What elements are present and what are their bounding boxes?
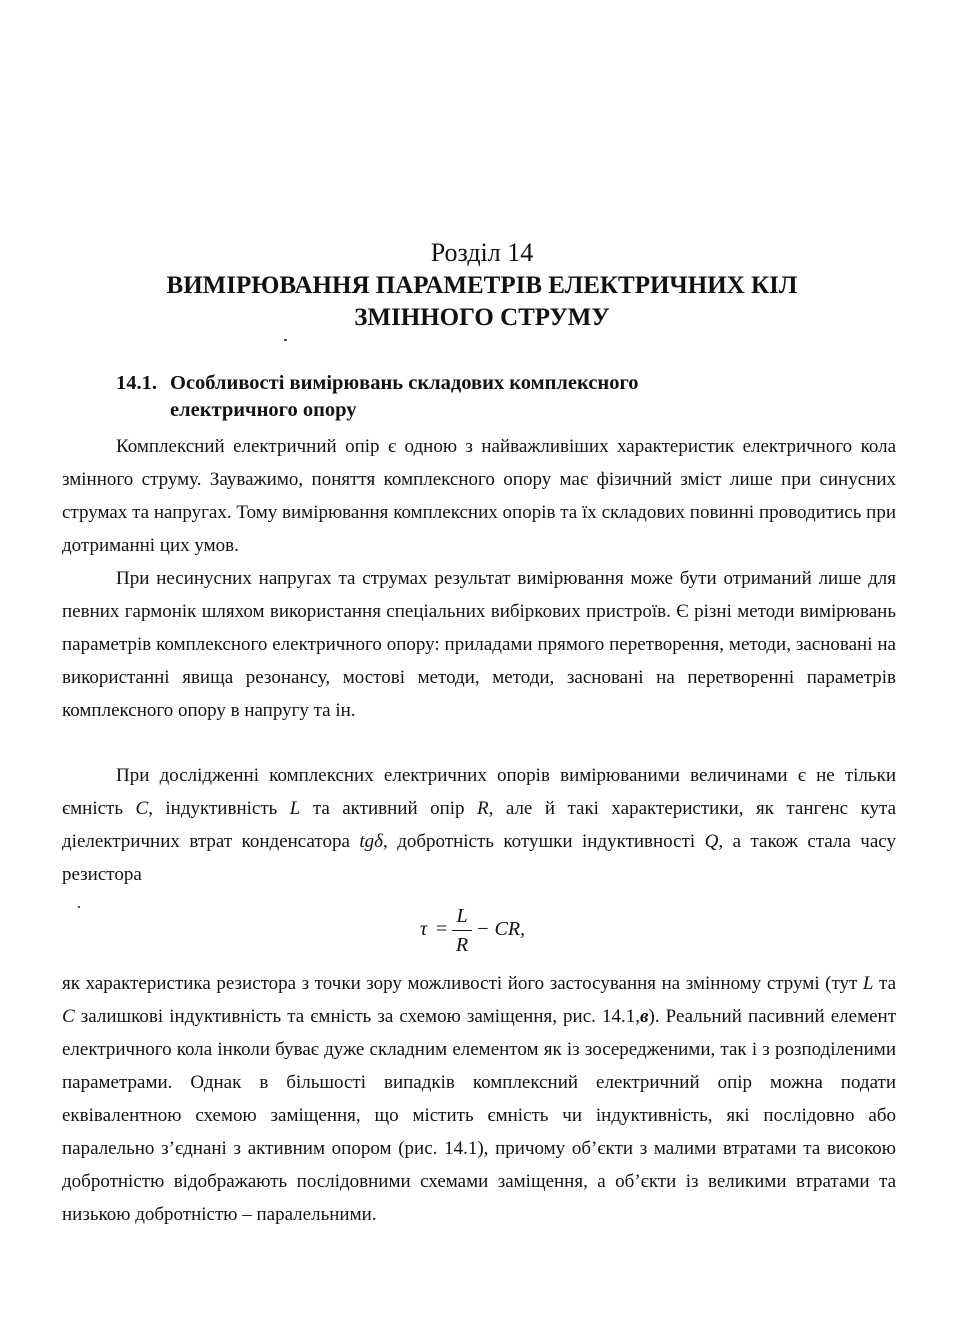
section-title-line2: електричного опору [170, 399, 357, 421]
text-run: залишкові індуктивність та ємність за схемою заміщення, рис. 14.1, [74, 1006, 640, 1027]
symbol-inductance: L [289, 798, 301, 819]
symbol-capacitance: C [135, 798, 149, 819]
formula-rest: − CR, [476, 918, 526, 940]
chapter-label: Розділ 14 [430, 238, 534, 267]
paragraph-1: Комплексний електричний опір є одною з найважливіших характеристик електричного кола змінного струму. Зауважимо, поняття комплексного опору має фізичний зміст лише при синусних струмах та напругах. Тому вимірювання комплексних опорів та їх складових повинні проводитись при дотриманні цих умов. [62, 436, 896, 556]
symbol-capacitance: C [62, 1006, 75, 1027]
formula-numerator: L [456, 905, 468, 927]
formula-denominator: R [455, 934, 469, 956]
symbol-resistance: R [477, 798, 489, 819]
time-constant-formula [0, 904, 964, 960]
formula-tau: τ [420, 918, 428, 940]
symbol-loss-tangent: tgδ [359, 831, 383, 852]
formula-fraction [452, 904, 472, 957]
fraction-bar [452, 930, 472, 931]
scan-speck [284, 339, 287, 341]
text-run: ). Реальний пасивний елемент електричного кола інколи буває дуже складним елементом як із зосередженими, так і з розподіленими параметрами. Однак в більшості випадків комплексний електричний опір можна подати еквівалентною схемою заміщення, що містить ємність чи індуктивність, які послідовно або паралельно з’єднані з активним опором (рис. 14.1), причому об’єкти з малими втратами та високою добротністю відображають послідовними схемами заміщення, а об’єкти із великими втратами та низькою добротністю – паралельними. [62, 1006, 897, 1225]
text-run: , індуктивність [148, 798, 290, 819]
symbol-inductance: L [862, 973, 874, 994]
text-run: , а також стала часу резистора [62, 831, 896, 885]
formula-equals: = [436, 918, 448, 940]
chapter-title-line1: ВИМІРЮВАННЯ ПАРАМЕТРІВ ЕЛЕКТРИЧНИХ КІЛ [166, 272, 798, 299]
text-run: , але й такі характеристики, як тангенс кута діелектричних втрат конденсатора [62, 798, 896, 852]
text-run: як характеристика резистора з точки зору можливості його застосування на змінному струмі (тут [62, 973, 863, 994]
symbol-quality-factor: Q [704, 831, 719, 852]
text-run: , добротність котушки індуктивності [382, 831, 705, 852]
chapter-title-line2: ЗМІННОГО СТРУМУ [354, 304, 610, 331]
paragraph-4 [62, 967, 896, 1231]
paragraph-3 [62, 759, 896, 891]
section-title-line1: Особливості вимірювань складових комплексного [170, 372, 639, 394]
paragraph-2: При несинусних напругах та струмах результат вимірювання може бути отриманий лише для певних гармонік шляхом використання спеціальних вибіркових пристроїв. Є різні методи вимірювань параметрів комплексного електричного опору: приладами прямого перетворення, методи, засновані на використанні явища резонансу, мостові методи, методи, засновані на перетворенні параметрів комплексного опору в напругу та ін. [62, 568, 896, 721]
figure-subpart-letter: в [640, 1006, 649, 1027]
section-number: 14.1. [116, 372, 157, 394]
text-run: та активний опір [300, 798, 478, 819]
text-run: При дослідженні комплексних електричних опорів вимірюваними величинами є не тільки ємність [62, 765, 896, 819]
chapter-title [60, 270, 904, 334]
text-run: та [873, 973, 897, 994]
section-heading [116, 370, 876, 424]
